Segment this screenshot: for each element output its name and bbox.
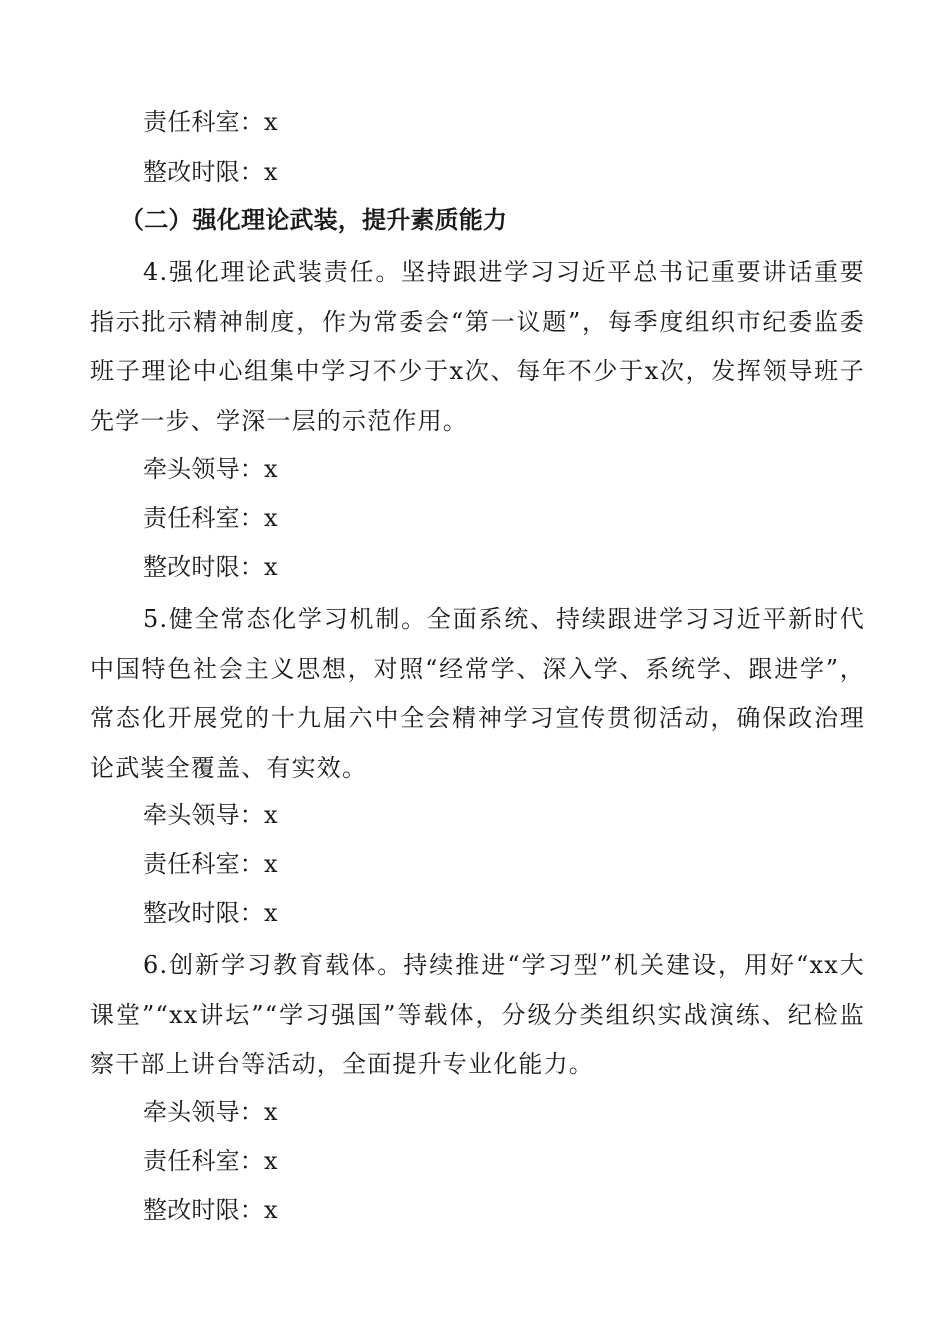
item-6-leader: 牵头领导：x	[143, 1098, 278, 1126]
item-4-dept: 责任科室：x	[143, 504, 278, 532]
item-5-leader: 牵头领导：x	[143, 801, 278, 829]
item-6-paragraph: 6.创新学习教育载体。持续推进“学习型”机关建设，用好“xx大课堂”“xx讲坛”“学习强国”等载体，分级分类组织实战演练、纪检监察干部上讲台等活动，全面提升专业化能力。	[90, 951, 865, 1078]
item-5-deadline: 整改时限：x	[143, 899, 278, 927]
deadline-line: 整改时限：x	[143, 158, 278, 186]
responsible-dept-line: 责任科室：x	[143, 108, 278, 136]
section-heading: （二）强化理论武装，提升素质能力	[120, 205, 508, 234]
item-5-dept: 责任科室：x	[143, 850, 278, 878]
item-4-deadline: 整改时限：x	[143, 553, 278, 581]
item-6-deadline: 整改时限：x	[143, 1196, 278, 1224]
item-4-paragraph: 4.强化理论武装责任。坚持跟进学习习近平总书记重要讲话重要指示批示精神制度，作为常委会“第一议题”，每季度组织市纪委监委班子理论中心组集中学习不少于x次、每年不少于x次，发挥领导班子先学一步、学深一层的示范作用。	[90, 258, 865, 435]
item-6-dept: 责任科室：x	[143, 1147, 278, 1175]
item-5-paragraph: 5.健全常态化学习机制。全面系统、持续跟进学习习近平新时代中国特色社会主义思想，对照“经常学、深入学、系统学、跟进学”，常态化开展党的十九届六中全会精神学习宣传贯彻活动，确保政治理论武装全覆盖、有实效。	[90, 605, 865, 782]
item-4-leader: 牵头领导：x	[143, 455, 278, 483]
